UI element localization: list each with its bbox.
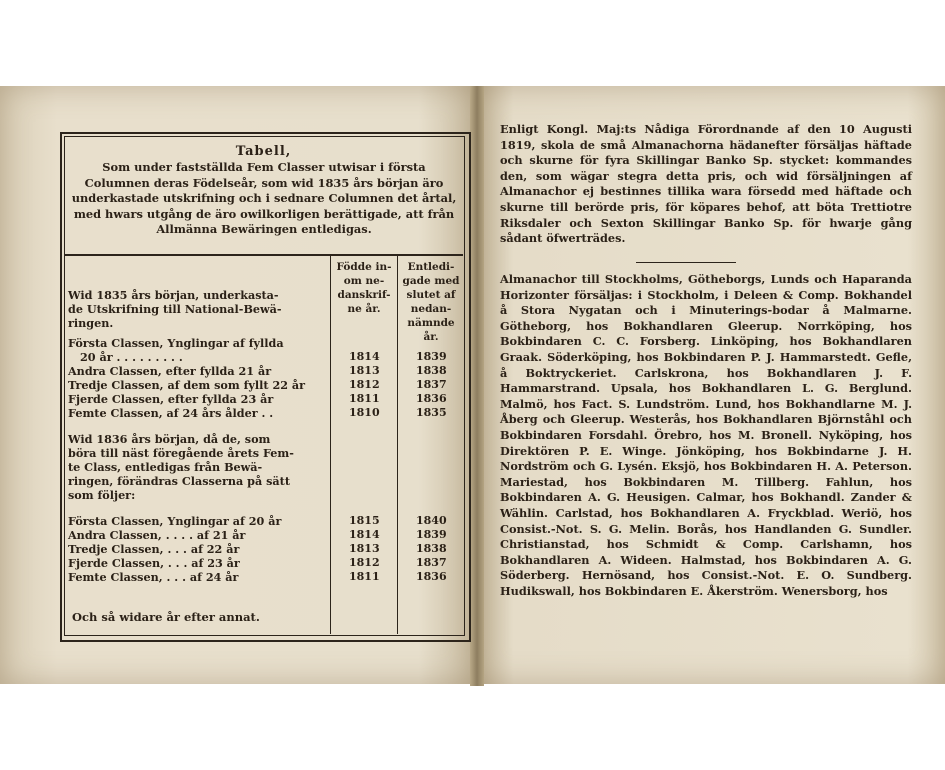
born-year: 1813 bbox=[349, 542, 380, 555]
section1-lead-line: Wid 1835 års början, underkasta- bbox=[68, 288, 279, 302]
intro-divider bbox=[64, 254, 463, 256]
section1-lead-line: ringen. bbox=[68, 316, 114, 330]
table-title: Tabell, bbox=[235, 144, 292, 159]
table-row-label: Första Classen, Ynglingar af 20 år bbox=[68, 514, 282, 528]
released-year: 1839 bbox=[416, 528, 447, 541]
released-year: 1840 bbox=[416, 514, 447, 527]
born-year: 1815 bbox=[349, 514, 380, 527]
table-row-label: Femte Classen, . . . af 24 år bbox=[68, 570, 239, 584]
book-spine bbox=[470, 86, 484, 686]
released-year: 1838 bbox=[416, 364, 447, 377]
column-divider-2 bbox=[397, 256, 398, 634]
section1-lead-line: de Utskrifning till National-Bewä- bbox=[68, 302, 282, 316]
table-row-label: Tredje Classen, . . . af 22 år bbox=[68, 542, 240, 556]
born-year: 1810 bbox=[349, 406, 380, 419]
released-year: 1837 bbox=[416, 556, 447, 569]
released-year: 1837 bbox=[416, 378, 447, 391]
table-row-label: Första Classen, Ynglingar af fyllda bbox=[68, 336, 284, 350]
released-year: 1836 bbox=[416, 392, 447, 405]
table-row-label: Femte Classen, af 24 års ålder . . bbox=[68, 406, 274, 420]
released-year: 1835 bbox=[416, 406, 447, 419]
section2-lead-line: Wid 1836 års början, då de, som bbox=[68, 432, 271, 446]
born-year: 1812 bbox=[349, 378, 380, 391]
vendors-paragraph: Almanachor till Stockholms, Götheborgs, Lunds och Haparanda Horizonter försäljas: i Stockholm, i Deleen & Comp. Bokhandel å Stora Nygatan och i Minuterings-bodar å Malmarne. Götheborg, hos Bokhandlaren Gleerup. Norrköping, hos Bokbindaren C. C. Forsberg. Linköping, hos Bokhandlaren Graak. Söderköping, hos Bokbindaren P. J. Hammarstedt. Gefle, å Boktryckeriet. Carlskrona, hos Bokhandlaren J. F. Hammarstrand. Upsala, hos Bokhandlaren L. G. Berglund. Malmö, hos Fact. S. Lundström. Lund, hos Bokhandlarne M. J. Åberg och Gleerup. Westerås, hos Bokhandlaren Björnståhl och Bokbindaren Forsdahl. Örebro, hos M. Bronell. Nyköping, hos Direktören P. E. Winge. Jönköping, hos Bokbindarne J. H. Nordström och G. Lysén. Eksjö, hos Bokbindaren H. A. Peterson. Mariestad, hos Bokbindaren M. Tillberg. Fahlun, hos Bokbindaren A. G. Heusigen. Calmar, hos Bokhandl. Zander & Wählin. Carlstad, hos Bokhandlaren A. Fryckblad. Weriö, hos Consist.-Not. S. G. Melin. Borås, hos Handlanden G. Sundler. Christianstad, hos Schmidt & Comp. Carlshamn, hos Bokhandlaren A. Wideen. Halmstad, hos Bokbindaren A. G. Söderberg. Hernösand, hos Consist.-Not. E. O. Sundberg. Hudikswall, hos Bokbindaren E. Åkerström. Wenersborg, hos bbox=[500, 272, 912, 598]
section-separator bbox=[636, 262, 736, 263]
born-year: 1814 bbox=[349, 350, 380, 363]
section2-lead-line: böra till näst föregående årets Fem- bbox=[68, 446, 294, 460]
royal-ordinance-paragraph: Enligt Kongl. Maj:ts Nådiga Förordnande af den 10 Augusti 1819, skola de små Almanachorna hädanefter försäljas häftade och skurne för fyra Skillingar Banko Sp. stycket: kommandes den, som wägar stegra detta pris, och wid försäljningen af Almanachor ej bestinnes tillika wara försedd med häftade och skurne till berörde pris, för köpares behof, att böta Trettiotre Riksdaler och Sexton Skillingar Banko Sp. för hwarje gång sådant öfwerträdes. bbox=[500, 122, 912, 246]
released-year: 1839 bbox=[416, 350, 447, 363]
born-year: 1812 bbox=[349, 556, 380, 569]
section2-lead-line: te Class, entledigas från Bewä- bbox=[68, 460, 263, 474]
table-row-label: Andra Classen, . . . . af 21 år bbox=[68, 528, 246, 542]
section2-lead-line: ringen, förändras Classerna på sätt bbox=[68, 474, 290, 488]
table-row-label: Fjerde Classen, efter fyllda 23 år bbox=[68, 392, 274, 406]
table-closing-line: Och så widare år efter annat. bbox=[72, 610, 260, 624]
table-row-label: Fjerde Classen, . . . af 23 år bbox=[68, 556, 240, 570]
column-divider-1 bbox=[330, 256, 331, 634]
table-row-label: Tredje Classen, af dem som fyllt 22 år bbox=[68, 378, 306, 392]
table-row-label: 20 år . . . . . . . . . bbox=[80, 350, 183, 364]
open-almanac-book bbox=[0, 86, 945, 686]
column-header-born: Födde in-om ne-danskrif-ne år. bbox=[336, 261, 392, 315]
released-year: 1838 bbox=[416, 542, 447, 555]
born-year: 1811 bbox=[349, 392, 380, 405]
column-header-released: Entledi-gade med slutet af nedan-nämnde år. bbox=[402, 261, 460, 343]
born-year: 1814 bbox=[349, 528, 380, 541]
table-intro: Som under fastställda Fem Classer utwisar i första Columnen deras Födelseår, som wid 1835 års början äro underkastade utskrifning och i sednare Columnen det årtal, med hwars utgång de äro owilkorligen berättigade, att från Allmänna Bewäringen entledigas. bbox=[71, 160, 457, 236]
section2-lead-line: som följer: bbox=[68, 488, 136, 502]
born-year: 1811 bbox=[349, 570, 380, 583]
table-row-label: Andra Classen, efter fyllda 21 år bbox=[68, 364, 272, 378]
released-year: 1836 bbox=[416, 570, 447, 583]
born-year: 1813 bbox=[349, 364, 380, 377]
